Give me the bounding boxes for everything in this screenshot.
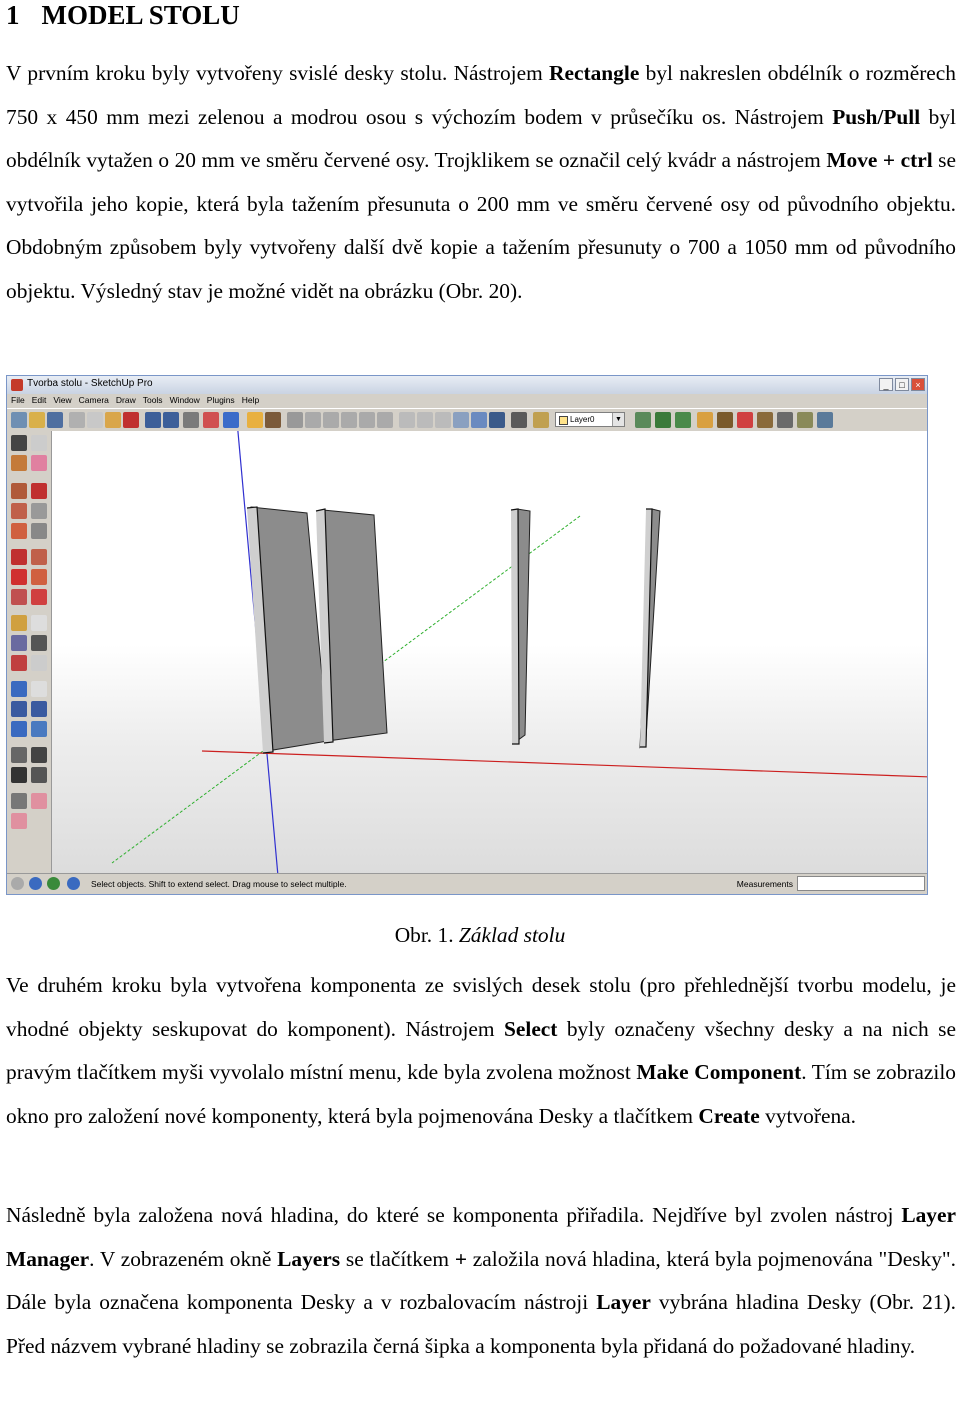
paste-icon[interactable]	[105, 412, 121, 428]
wireframe-icon[interactable]	[417, 412, 433, 428]
panel-face	[323, 510, 387, 741]
text-icon[interactable]	[31, 635, 47, 651]
menu-bar	[7, 394, 927, 408]
navigate-icon[interactable]	[11, 793, 27, 809]
sketchup-app-icon	[11, 379, 23, 391]
shaded-icon[interactable]	[453, 412, 469, 428]
rectangle-icon[interactable]	[11, 483, 27, 499]
paragraph-1	[6, 52, 956, 314]
maximize-button[interactable]: □	[895, 378, 909, 391]
title-bar	[7, 376, 927, 394]
look-around-eye-icon[interactable]	[31, 747, 47, 763]
share-component-icon[interactable]	[737, 412, 753, 428]
polygon-icon[interactable]	[11, 523, 27, 539]
tool-name-pushpull: Push/Pull	[832, 104, 921, 129]
get-models-icon[interactable]	[635, 412, 651, 428]
paragraph-2	[6, 964, 956, 1138]
measurements-label: Measurements	[736, 879, 793, 889]
section-title: MODEL STOLU	[41, 0, 240, 30]
menu-help[interactable]: Help	[241, 395, 260, 405]
plugin-tool-icon[interactable]	[797, 412, 813, 428]
walk-footprints-icon[interactable]	[11, 767, 27, 783]
follow-me-icon[interactable]	[31, 569, 47, 585]
window-name-layers: Layers	[277, 1246, 341, 1271]
window-title: Tvorba stolu - SketchUp Pro	[27, 378, 153, 389]
tape-measure-icon[interactable]	[11, 615, 27, 631]
redo-icon[interactable]	[163, 412, 179, 428]
sandbox-icon[interactable]	[31, 793, 47, 809]
panel-edge	[511, 509, 519, 744]
credits-icon[interactable]	[29, 877, 42, 890]
previous-view-icon[interactable]	[31, 721, 47, 737]
scale-icon[interactable]	[11, 589, 27, 605]
section-number: 1	[6, 0, 20, 30]
model-info-icon[interactable]	[203, 412, 219, 428]
extension-warehouse-icon[interactable]	[757, 412, 773, 428]
paint-bucket-icon[interactable]	[11, 455, 27, 471]
status-text: Select objects. Shift to extend select. Drag mouse to select multiple.	[91, 879, 347, 889]
caption-number: Obr. 1.	[394, 923, 459, 947]
menu-view[interactable]: View	[53, 395, 72, 405]
plugin-tool-icon[interactable]	[817, 412, 833, 428]
xray-icon[interactable]	[399, 412, 415, 428]
open-folder-icon[interactable]	[29, 412, 45, 428]
text-run: se tlačítkem	[340, 1246, 455, 1271]
protractor-icon[interactable]	[11, 635, 27, 651]
text-run: vytvořena.	[759, 1103, 857, 1128]
position-camera-icon[interactable]	[11, 747, 27, 763]
tool-icon[interactable]	[11, 813, 27, 829]
zoom-window-icon[interactable]	[31, 701, 47, 717]
camera-orbit-icon[interactable]	[247, 412, 263, 428]
menu-plugins[interactable]: Plugins	[206, 395, 235, 405]
monochrome-icon[interactable]	[489, 412, 505, 428]
tool-name-move: Move + ctrl	[826, 148, 933, 173]
text-run: vybrána hladina Desky (Obr. 21). Před názvem vybrané hladiny se zobrazila černá šipka a komponenta byla přidaná do požadované hladiny.	[6, 1290, 956, 1358]
tool-name-select: Select	[503, 1016, 558, 1041]
zoom-icon[interactable]	[11, 701, 27, 717]
text-run: se vytvořila jeho kopie, která byla tažením přesunuta o 200 mm ve směru červené osy od původního objektu. Obdobným způsobem byly vytvořeny další dvě kopie a tažením přesunuty o 700 a 1050 mm od původního objektu. Výsledný stav je možné vidět na obrázku (Obr. 20).	[6, 148, 956, 303]
save-icon[interactable]	[47, 412, 63, 428]
text-run: byl nakreslen obdélník o rozměrech 750 x 450 mm mezi zelenou a modrou osou s výchozím bodem v průsečíku os. Nástrojem	[6, 61, 956, 129]
select-arrow-icon[interactable]	[11, 435, 27, 451]
new-file-icon[interactable]	[11, 412, 27, 428]
tool-name-layer-manager: Layer Manager	[6, 1203, 956, 1271]
push-pull-icon[interactable]	[31, 549, 47, 565]
orbit-icon[interactable]	[11, 681, 27, 697]
tool-name-layer: Layer	[596, 1290, 651, 1315]
share-model-icon[interactable]	[655, 412, 671, 428]
help-circle-icon[interactable]	[67, 877, 80, 890]
red-axis	[202, 751, 927, 777]
line-pencil-icon[interactable]	[31, 483, 47, 499]
door-icon[interactable]	[265, 412, 281, 428]
section-plane-icon[interactable]	[31, 767, 47, 783]
figure-caption	[0, 920, 960, 950]
make-component-icon[interactable]	[31, 435, 47, 451]
panel-2	[316, 509, 387, 743]
add-location-icon[interactable]	[697, 412, 713, 428]
text-run: byl obdélník vytažen o 20 mm ve směru červené osy. Trojklikem se označil celý kvádr a nástrojem	[6, 104, 956, 173]
back-view-icon[interactable]	[359, 412, 375, 428]
iso-view-icon[interactable]	[287, 412, 303, 428]
section-heading	[6, 0, 240, 30]
undo-icon[interactable]	[145, 412, 161, 428]
text-run: . Tím se zobrazilo okno pro založení nové komponenty, která byla pojmenována Desky a tlačítkem	[6, 1060, 956, 1128]
minimize-button[interactable]: _	[879, 378, 893, 391]
main-toolbar	[7, 408, 927, 432]
panel-4	[640, 509, 660, 747]
model-scene	[52, 431, 927, 876]
eraser-icon[interactable]	[31, 455, 47, 471]
layer-manager-icon[interactable]	[511, 412, 527, 428]
panel-1	[247, 507, 328, 753]
google-earth-icon[interactable]	[675, 412, 691, 428]
textured-icon[interactable]	[471, 412, 487, 428]
erase-icon[interactable]	[123, 412, 139, 428]
button-name-create: Create	[698, 1103, 760, 1128]
layer-dropdown[interactable]	[555, 412, 625, 427]
tool-name-rectangle: Rectangle	[549, 61, 640, 85]
text-run: . V zobrazeném okně	[89, 1246, 278, 1271]
text-run: založila nová hladina, která byla pojmenována "Desky". Dále byla označena komponenta Desky a v rozbalovacím nástroji	[6, 1246, 957, 1315]
hidden-line-icon[interactable]	[435, 412, 451, 428]
dimension-icon[interactable]	[31, 615, 47, 631]
menu-file[interactable]: File	[11, 395, 25, 405]
menu-window[interactable]: Window	[169, 395, 200, 405]
text-run: V prvním kroku byly vytvořeny svislé desky stolu. Nástrojem	[6, 61, 550, 85]
measurements-input[interactable]	[797, 876, 925, 891]
ruby-console-icon[interactable]	[777, 412, 793, 428]
front-view-icon[interactable]	[323, 412, 339, 428]
chevron-down-icon[interactable]: ▼	[612, 413, 624, 426]
axes-icon[interactable]	[11, 655, 27, 671]
paragraph-3	[6, 1194, 956, 1368]
layers-icon[interactable]	[533, 412, 549, 428]
panel-3	[511, 509, 530, 744]
text-run: Ve druhém kroku byla vytvořena komponenta ze svislých desek stolu (pro přehlednější tvorbu modelu, je vhodné objekty seskupovat do komponent). Nástrojem	[6, 973, 956, 1041]
status-bar	[7, 873, 927, 894]
menu-edit[interactable]: Edit	[31, 395, 47, 405]
copy-icon[interactable]	[87, 412, 103, 428]
pan-hand-icon[interactable]	[31, 681, 47, 697]
sketchup-window	[6, 375, 928, 895]
3d-text-icon[interactable]	[31, 655, 47, 671]
close-button[interactable]: ×	[911, 378, 925, 391]
cut-icon[interactable]	[69, 412, 85, 428]
move-icon[interactable]	[11, 549, 27, 565]
plus-symbol: +	[454, 1246, 468, 1271]
photo-textures-icon[interactable]	[717, 412, 733, 428]
3d-viewport[interactable]	[52, 431, 927, 876]
offset-icon[interactable]	[31, 589, 47, 605]
menu-tools[interactable]: Tools	[142, 395, 163, 405]
menu-draw[interactable]: Draw	[115, 395, 136, 405]
layer-dropdown-value: Layer0	[570, 415, 595, 424]
geo-location-icon[interactable]	[11, 877, 24, 890]
help-icon[interactable]	[223, 412, 239, 428]
zoom-extents-icon[interactable]	[11, 721, 27, 737]
menu-option-make-component: Make Component	[636, 1060, 802, 1085]
freehand-icon[interactable]	[31, 523, 47, 539]
text-run: Následně byla založena nová hladina, do které se komponenta přiřadila. Nejdříve byl zvolen nástroj	[6, 1203, 902, 1227]
right-view-icon[interactable]	[341, 412, 357, 428]
layer-color-icon	[559, 416, 568, 425]
circle-icon[interactable]	[11, 503, 27, 519]
menu-camera[interactable]: Camera	[78, 395, 109, 405]
user-icon[interactable]	[47, 877, 60, 890]
large-tool-set	[7, 431, 52, 876]
top-view-icon[interactable]	[305, 412, 321, 428]
print-icon[interactable]	[183, 412, 199, 428]
rotate-icon[interactable]	[11, 569, 27, 585]
text-run: byly označeny všechny desky a na nich se pravým tlačítkem myši vyvolalo místní menu, kde byla zvolena možnost	[6, 1016, 956, 1085]
caption-title: Základ stolu	[458, 923, 566, 947]
left-view-icon[interactable]	[377, 412, 393, 428]
arc-icon[interactable]	[31, 503, 47, 519]
